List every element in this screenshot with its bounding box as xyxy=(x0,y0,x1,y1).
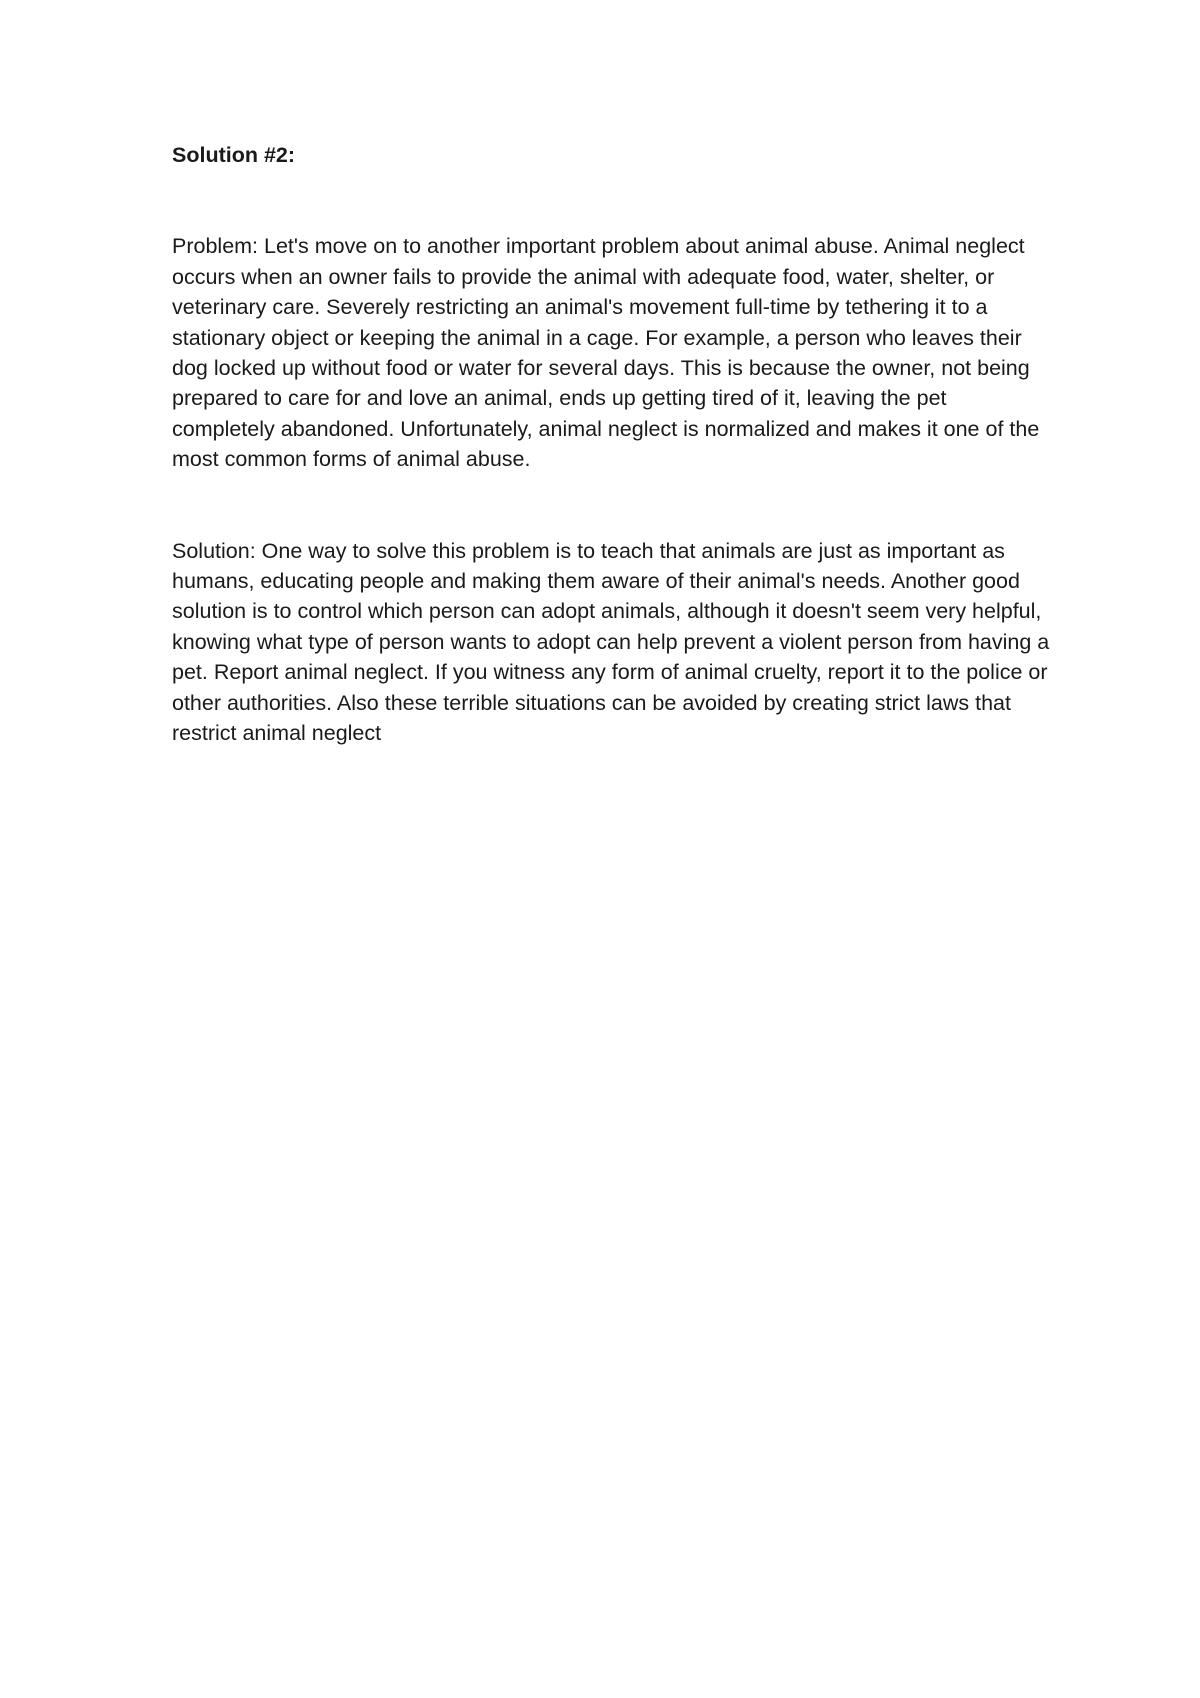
document-title: Solution #2: xyxy=(172,143,296,167)
document-body xyxy=(172,140,1052,749)
problem-paragraph: Problem: Let's move on to another important problem about animal abuse. Animal neglect occurs when an owner fails to provide the animal with adequate food, water, shelter, or veterinary care. Severely restricting an animal's movement full-time by tethering it to a stationary object or keeping the animal in a cage. For example, a person who leaves their dog locked up without food or water for several days. This is because the owner, not being prepared to care for and love an animal, ends up getting tired of it, leaving the pet completely abandoned. Unfortunately, animal neglect is normalized and makes it one of the most common forms of animal abuse. xyxy=(172,234,1040,472)
solution-paragraph: Solution: One way to solve this problem is to teach that animals are just as important as humans, educating people and making them aware of their animal's needs. Another good solution is to control which person can adopt animals, although it doesn't seem very helpful, knowing what type of person wants to adopt can help prevent a violent person from having a pet. Report animal neglect. If you witness any form of animal cruelty, report it to the police or other authorities. Also these terrible situations can be avoided by creating strict laws that restrict animal neglect xyxy=(172,538,1050,746)
